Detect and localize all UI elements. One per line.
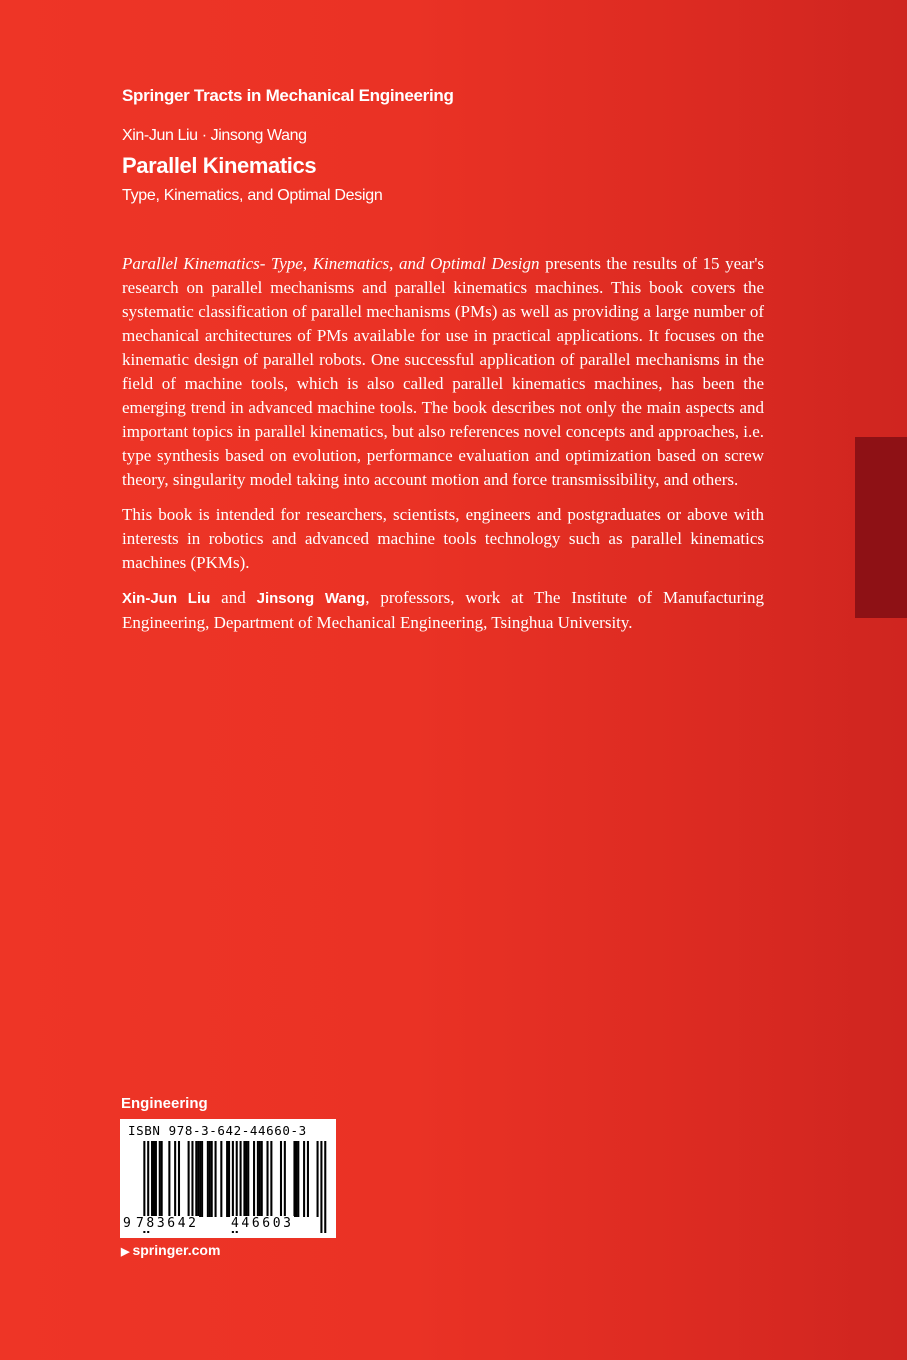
barcode-bar <box>178 1141 180 1217</box>
barcode-bar <box>174 1141 176 1217</box>
barcode-bar <box>195 1141 197 1217</box>
barcode-bar <box>199 1141 201 1217</box>
barcode-bar <box>215 1141 217 1217</box>
barcode-bar <box>295 1141 297 1217</box>
description-text-1: presents the results of 15 year's research on parallel mechanisms and parallel kinematics machines. This book covers the systematic classification of parallel mechanisms (PMs) as well as providing a large number of mechanical architectures of PMs available for use in practical applications. It focuses on the kinematic design of parallel robots. One successful application of parallel mechanisms in the field of machine tools, which is also called parallel kinematics machines, has been the emerging trend in advanced machine tools. The book describes not only the main aspects and important topics in parallel kinematics, but also references novel concepts and approaches, i.e. type synthesis based on evolution, performance evaluation and optimization based on screw theory, singularity model taking into account motion and force transmissibility, and others. <box>122 254 765 489</box>
barcode-bar <box>151 1141 153 1217</box>
barcode-bar <box>247 1141 249 1217</box>
barcode-bar <box>284 1141 286 1217</box>
barcode-bar <box>168 1141 170 1217</box>
book-subtitle: Type, Kinematics, and Optimal Design <box>122 187 383 204</box>
barcode-bar <box>259 1141 261 1217</box>
barcode-bar <box>201 1141 203 1217</box>
series-name: Springer Tracts in Mechanical Engineering <box>122 86 454 105</box>
isbn-number: ISBN 978-3-642-44660-3 <box>128 1123 307 1138</box>
barcode-bar <box>293 1141 295 1217</box>
barcode-bar <box>317 1141 319 1217</box>
arrow-right-icon: ▶ <box>121 1246 130 1258</box>
barcode-bar <box>207 1141 209 1217</box>
barcode-bar <box>197 1141 199 1217</box>
barcode-bar <box>153 1141 155 1217</box>
barcode-bar <box>211 1141 213 1217</box>
barcode-bar <box>228 1141 230 1217</box>
barcode-digits-right: 446603 <box>231 1216 294 1231</box>
barcode-bar <box>226 1141 228 1217</box>
author-line: Xin-Jun Liu · Jinsong Wang <box>122 127 307 144</box>
barcode-bar <box>307 1141 309 1217</box>
barcode-bar <box>270 1141 272 1217</box>
barcode-digit-first: 9 <box>123 1216 131 1231</box>
barcode-bar <box>266 1141 268 1217</box>
author-bio <box>122 586 764 635</box>
subject-category: Engineering <box>121 1095 208 1112</box>
spine-color-tab <box>855 437 907 618</box>
barcode-bar <box>303 1141 305 1217</box>
barcode-digits-left: 783642 <box>136 1216 199 1231</box>
publisher-website-text: springer.com <box>132 1242 221 1258</box>
barcode-bar <box>297 1141 299 1217</box>
author-bio-text: , professors, work at The Institute of Manufacturing Engineering, Department of Mechanical Engineering, Tsinghua University. <box>122 588 764 632</box>
author-name-2: Jinsong Wang <box>256 590 366 607</box>
book-title: Parallel Kinematics <box>122 153 317 178</box>
barcode-bar <box>257 1141 259 1217</box>
author-bio-and: and <box>210 588 257 607</box>
description-paragraph-2: This book is intended for researchers, scientists, engineers and postgraduates or above with interests in robotics and advanced machine tools technology such as parallel kinematics machines (PKMs). <box>122 505 764 572</box>
barcode-bar <box>261 1141 263 1217</box>
barcode-bar <box>243 1141 245 1217</box>
isbn-barcode <box>120 1119 336 1238</box>
barcode-digits <box>120 1215 336 1237</box>
author-name-1: Xin-Jun Liu <box>122 590 211 607</box>
barcode-bar <box>253 1141 255 1217</box>
barcode-bar <box>280 1141 282 1217</box>
barcode-bar <box>220 1141 222 1217</box>
barcode-bar <box>191 1141 193 1217</box>
description-title-italic: Parallel Kinematics- Type, Kinematics, and Optimal Design <box>122 254 540 273</box>
description-paragraph-1 <box>122 252 764 492</box>
barcode-bar <box>188 1141 190 1217</box>
book-description <box>122 252 764 646</box>
barcode-bar <box>155 1141 157 1217</box>
barcode-bar <box>245 1141 247 1217</box>
barcode-bar <box>209 1141 211 1217</box>
barcode-bar <box>161 1141 163 1217</box>
barcode-bar <box>240 1141 242 1217</box>
publisher-website[interactable] <box>121 1242 220 1258</box>
barcode-bar <box>159 1141 161 1217</box>
